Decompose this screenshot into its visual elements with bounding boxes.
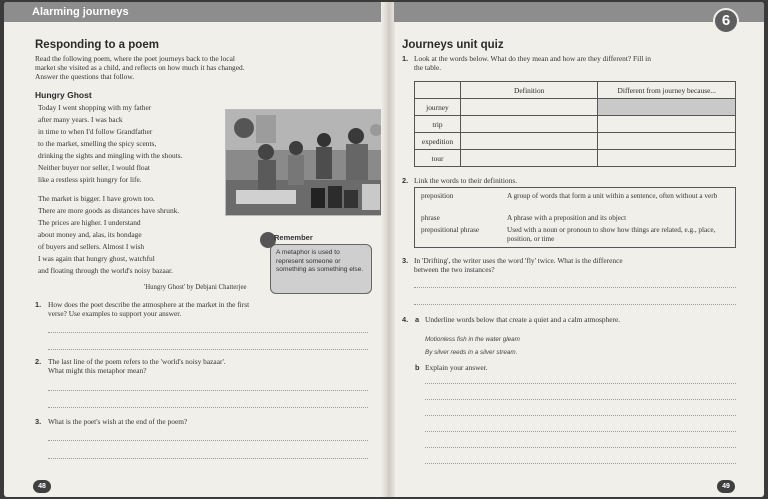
term-item[interactable]: prepositional phrase — [421, 226, 480, 234]
sub-question-label: a — [415, 315, 420, 324]
definition-cell[interactable] — [460, 150, 598, 167]
quiz-question-1-text: Look at the words below. What do they mean and how are they different? Fill in the table. — [414, 54, 651, 72]
market-illustration — [225, 109, 385, 216]
table-row-label: journey — [415, 99, 461, 116]
poem-line: I was again that hungry ghost, watchful — [38, 254, 155, 263]
table-row-label: trip — [415, 116, 461, 133]
table-header-row — [415, 82, 736, 99]
poem-line: after many years. I was back — [38, 115, 123, 124]
remember-callout — [260, 232, 372, 294]
table-row — [415, 116, 736, 133]
answer-line[interactable] — [414, 304, 736, 305]
definition-item[interactable]: A phrase with a preposition and its object — [507, 214, 627, 222]
question-3-text: What is the poet's wish at the end of the poem? — [48, 417, 188, 426]
answer-line[interactable] — [48, 458, 368, 459]
poem-line: drinking the sights and mingling with the shouts. — [38, 151, 183, 160]
word-meaning-table — [414, 81, 736, 167]
question-number: 1. — [35, 300, 42, 309]
poem-line: The prices are higher. I understand — [38, 218, 141, 227]
answer-line[interactable] — [425, 383, 736, 384]
question-number: 1. — [402, 54, 409, 63]
definition-cell[interactable] — [460, 133, 598, 150]
answer-line[interactable] — [48, 349, 368, 350]
section-intro: Read the following poem, where the poet journeys back to the local market she visited as a child, and reflects on how much it has changed. Answer the questions that follow. — [35, 54, 245, 81]
question-number: 3. — [35, 417, 42, 426]
poem-line: like a restless spirit hungry for life. — [38, 175, 142, 184]
poem-line: Neither buyer nor seller, I would float — [38, 163, 150, 172]
table-row — [415, 133, 736, 150]
answer-line[interactable] — [425, 431, 736, 432]
difference-cell[interactable] — [598, 116, 736, 133]
answer-line[interactable] — [414, 287, 736, 288]
table-header-cell: Different from journey because... — [598, 82, 736, 99]
quiz-question-4a-text: Underline words below that create a quiet and a calm atmosphere. — [425, 315, 621, 324]
page-number-left: 48 — [33, 480, 51, 493]
poem-excerpt-line[interactable]: By silver reeds in a silver stream. — [425, 349, 518, 356]
section-heading: Responding to a poem — [35, 39, 159, 51]
poem-excerpt-line[interactable]: Motionless fish in the water gleam — [425, 336, 520, 343]
question-2-text: The last line of the poem refers to the 'world's noisy bazaar'. What might this metaphor mean? — [48, 357, 226, 375]
chapter-band — [4, 2, 384, 22]
answer-line[interactable] — [48, 332, 368, 333]
remember-title: Remember — [274, 233, 313, 242]
answer-line[interactable] — [425, 399, 736, 400]
poem-line: The market is bigger. I have grown too. — [38, 194, 155, 203]
question-number: 2. — [35, 357, 42, 366]
difference-cell[interactable] — [598, 150, 736, 167]
poem-line: There are more goods as distances have shrunk. — [38, 206, 180, 215]
table-row-label: tour — [415, 150, 461, 167]
table-header-cell: Definition — [460, 82, 598, 99]
poem-line: of buyers and sellers. Almost I wish — [38, 242, 145, 251]
answer-line[interactable] — [425, 415, 736, 416]
question-number: 2. — [402, 176, 409, 185]
page-number-right: 49 — [717, 480, 735, 493]
chapter-title: Alarming journeys — [32, 6, 129, 18]
table-row-label: expedition — [415, 133, 461, 150]
poem-line: about money and, alas, its bondage — [38, 230, 142, 239]
quiz-question-2-text: Link the words to their definitions. — [414, 176, 518, 185]
quiz-question-3-text: In 'Drifting', the writer uses the word 'fly' twice. What is the difference between the two instances? — [414, 256, 623, 274]
difference-cell[interactable] — [598, 133, 736, 150]
definition-item[interactable]: Used with a noun or pronoun to show how things are related, e.g., place, position, or time — [507, 226, 716, 243]
unit-band — [394, 2, 764, 22]
answer-line[interactable] — [48, 407, 368, 408]
definition-item[interactable]: A group of words that form a unit within a sentence, often without a verb — [507, 192, 718, 200]
poem-line: in time to when I'd follow Grandfather — [38, 127, 153, 136]
difference-cell — [598, 99, 736, 116]
question-number: 4. — [402, 315, 409, 324]
definition-cell[interactable] — [460, 99, 598, 116]
answer-line[interactable] — [425, 463, 736, 464]
definition-cell[interactable] — [460, 116, 598, 133]
quiz-question-4b-text: Explain your answer. — [425, 363, 488, 372]
unit-number-badge: 6 — [713, 8, 739, 34]
table-row — [415, 99, 736, 116]
poem-line: to the market, smelling the spicy scents, — [38, 139, 157, 148]
definition-matching-box — [414, 187, 736, 248]
answer-line[interactable] — [48, 390, 368, 391]
table-row — [415, 150, 736, 167]
poem-title: Hungry Ghost — [35, 90, 92, 100]
answer-line[interactable] — [425, 447, 736, 448]
term-item[interactable]: phrase — [421, 214, 440, 222]
poem-line: Today I went shopping with my father — [38, 103, 152, 112]
question-1-text: How does the poet describe the atmosphere at the market in the first verse? Use examples to support your answer. — [48, 300, 250, 318]
answer-line[interactable] — [48, 440, 368, 441]
book-gutter — [381, 2, 395, 497]
book-spread — [4, 2, 764, 497]
poem-credit: 'Hungry Ghost' by Debjani Chatterjee — [144, 284, 247, 291]
quiz-heading: Journeys unit quiz — [402, 39, 504, 51]
term-item[interactable]: preposition — [421, 192, 454, 200]
poem-line: and floating through the world's noisy bazaar. — [38, 266, 173, 275]
sub-question-label: b — [415, 363, 420, 372]
question-number: 3. — [402, 256, 409, 265]
table-header-cell — [415, 82, 461, 99]
remember-text: A metaphor is used to represent someone or something as something else. — [270, 244, 372, 294]
